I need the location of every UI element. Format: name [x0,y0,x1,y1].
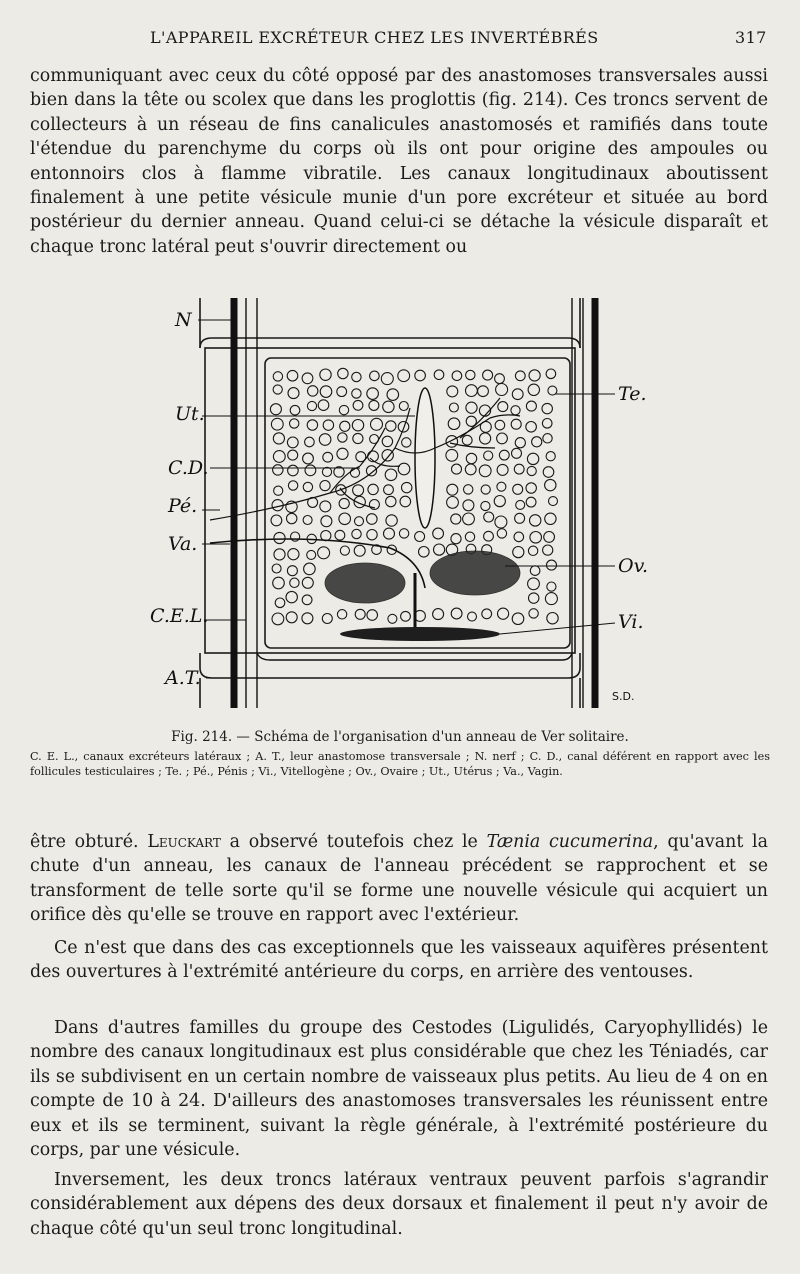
figure-caption-title: Fig. 214. — Schéma de l'organisation d'un anneau de Ver solitaire. [171,729,629,745]
species-name: Tænia cucumerina [486,832,654,852]
label-cel: C.E.L. [150,605,209,627]
figure-caption [30,730,770,779]
label-vi: Vi. [618,611,644,633]
p1-end: , qu'avant la chute d'un anneau, les canaux de l'anneau précédent se rapprochent et se transforment de telle sorte qu'il se forme une nouvelle vésicule qui acquiert un orifice dès qu'elle se trouve en rapport avec l'extérieur. [30,832,768,926]
paragraph-inversement: Inversement, les deux troncs latéraux ventraux peuvent parfois s'agrandir considérablement aux dépens des deux dorsaux et finalement il peut n'y avoir de chaque côté qu'un seul tronc longitudinal. [30,1170,768,1239]
running-title: L'APPAREIL EXCRÉTEUR CHEZ LES INVERTÉBRÉS [150,28,599,47]
paragraph-cestodes: Dans d'autres familles du groupe des Cestodes (Ligulidés, Caryophyllidés) le nombre des canaux longitudinaux est plus considérable que chez les Téniadés, car ils se subdivisent en un certain nombre de vaisseaux plus petits. Au lieu de 4 on en compte de 10 à 24. D'ailleurs des anastomoses transversales les réunissent entre eux et ils se terminent, suivant la règle générale, à l'extrémité postérieure du corps, par une vésicule. [30,1018,768,1161]
uterus [415,388,435,528]
label-n: N [175,309,192,331]
page-number: 317 [735,28,767,47]
label-ov: Ov. [618,555,649,577]
label-ut: Ut. [175,403,205,425]
label-te: Te. [618,383,647,405]
figure-caption-legend: C. E. L., canaux excréteurs latéraux ; A. T., leur anastomose transversale ; N. nerf ; C. D., canal déférent en rapport avec les follicules testiculaires ; Te. ; Pé., Pénis ; Vi., Vitellogène ; Ov., Ovaire ; Ut., Utérus ; Va., Vagin. [30,750,770,778]
vitellogene [340,627,500,641]
paragraph-intro: communiquant avec ceux du côté opposé par des anastomoses transversales aussi bien dans la tête ou scolex que dans les proglottis (fig. 214). Ces troncs servent de collecteurs à un réseau de fins canalicules anastomosés et ramifiés dans toute l'étendue du parenchyme du corps où ils ont pour origine des ampoules ou entonnoirs clos à flamme vibratile. Les canaux longitudinaux aboutissent finalement à une petite vésicule munie d'un pore excréteur et située au bord postérieur du dernier anneau. Quand celui-ci se détache la vésicule disparaît et chaque tronc latéral peut s'ouvrir directement ou [30,66,768,257]
paragraph-exceptions: Ce n'est que dans des cas exceptionnels que les vaisseaux aquifères présentent des ouvertures à l'extrémité antérieure du corps, en arrière des ventouses. [30,938,768,983]
author-name: Leuckart [147,832,221,852]
figure-tapeworm-segment [150,298,660,708]
label-va: Va. [168,533,198,555]
label-pe: Pé. [168,495,198,517]
label-cd: C.D. [168,457,209,479]
p1-mid: a observé toutefois chez le [220,832,487,852]
label-at: A.T. [165,667,201,689]
label-sd: S.D. [612,690,635,703]
paragraph-leuckart [30,830,768,928]
p1-start: être obturé. [30,832,148,852]
